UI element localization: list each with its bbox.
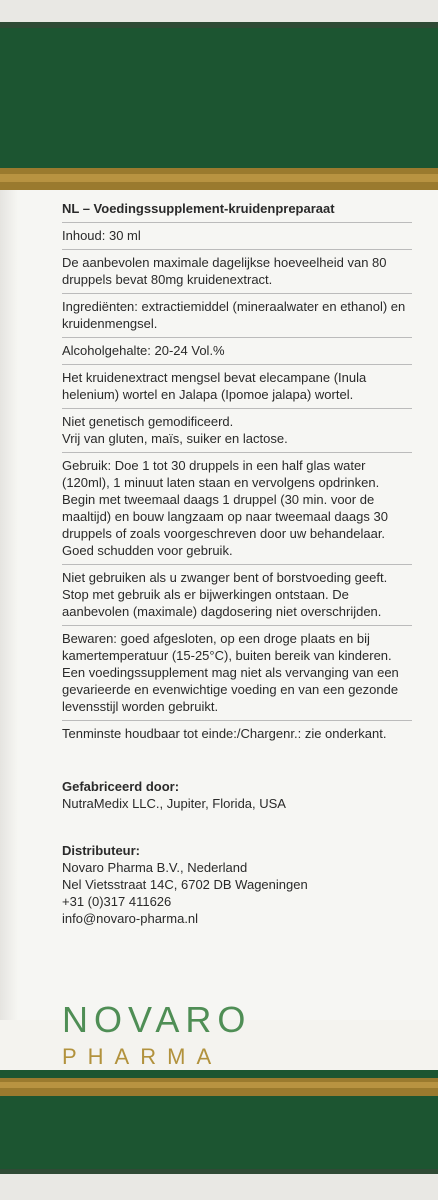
ingredients: Ingrediënten: extractiemiddel (mineraalwater en ethanol) en kruidenmengsel. xyxy=(62,299,406,331)
logo-subtitle: PHARMA xyxy=(62,1044,223,1069)
divider xyxy=(62,625,412,626)
divider xyxy=(62,293,412,294)
package-bottom-band xyxy=(0,1070,438,1200)
distributor-address: Nel Vietsstraat 14C, 6702 DB Wageningen xyxy=(62,877,308,892)
panel-fold-shadow xyxy=(0,190,18,1020)
dosage-max: De aanbevolen maximale dagelijkse hoeveelheid van 80 druppels bevat 80mg kruidenextract. xyxy=(62,255,387,287)
warning-text: Niet gebruiken als u zwanger bent of borstvoeding geeft. Stop met gebruik als er bijwerkingen ontstaan. De aanbevolen (maximale) dagdosering niet overschrijden. xyxy=(62,570,388,619)
divider xyxy=(62,408,412,409)
free-from-statement: Vrij van gluten, maïs, suiker en lactose. xyxy=(62,431,288,446)
label-title: NL – Voedingssupplement-kruidenpreparaat xyxy=(62,201,335,216)
divider xyxy=(62,720,412,721)
logo-wordmark: NOVARO xyxy=(62,999,252,1040)
distributor-email: info@novaro-pharma.nl xyxy=(62,911,199,926)
distributor-phone: +31 (0)317 411626 xyxy=(62,894,172,909)
distributor-heading: Distributeur: xyxy=(62,843,140,858)
novaro-pharma-logo xyxy=(62,1000,362,1070)
storage-text: Bewaren: goed afgesloten, op een droge plaats en bij kamertemperatuur (15-25°C), buiten bereik van kinderen. Een voedingssupplement mag niet als vervanging van een gevarieerde en evenwichtige voeding en van een gezonde levensstijl worden gebruikt. xyxy=(62,631,399,714)
gold-stripe-top-highlight xyxy=(0,174,438,182)
divider xyxy=(62,249,412,250)
contents: Inhoud: 30 ml xyxy=(62,228,141,243)
alcohol-content: Alcoholgehalte: 20-24 Vol.% xyxy=(62,343,225,358)
gold-stripe-bottom-highlight xyxy=(0,1082,438,1088)
usage-instructions: Gebruik: Doe 1 tot 30 druppels in een half glas water (120ml), 1 minuut laten staan en vervolgens opdrinken. Begin met tweemaal daags 1 druppel (30 min. voor de maaltijd) en bouw langzaam op naar tweemaal daags 30 druppels of zoals voorgeschreven door uw behandelaar. Goed schudden voor gebruik. xyxy=(62,458,388,558)
divider xyxy=(62,452,412,453)
best-before: Tenminste houdbaar tot einde:/Chargenr.: zie onderkant. xyxy=(62,726,387,741)
divider xyxy=(62,222,412,223)
extract-info: Het kruidenextract mengsel bevat elecampane (Inula helenium) wortel en Jalapa (Ipomoe jalapa) wortel. xyxy=(62,370,367,402)
label-text xyxy=(62,200,412,927)
top-shadow xyxy=(0,22,438,28)
package-top-band xyxy=(0,0,438,190)
divider xyxy=(62,564,412,565)
manufacturer-heading: Gefabriceerd door: xyxy=(62,779,180,794)
gmo-statement: Niet genetisch gemodificeerd. xyxy=(62,414,234,429)
top-edge xyxy=(0,0,438,22)
divider xyxy=(62,337,412,338)
distributor-name: Novaro Pharma B.V., Nederland xyxy=(62,860,248,875)
divider xyxy=(62,364,412,365)
manufacturer-name: NutraMedix LLC., Jupiter, Florida, USA xyxy=(62,796,286,811)
bottom-edge xyxy=(0,1174,438,1200)
